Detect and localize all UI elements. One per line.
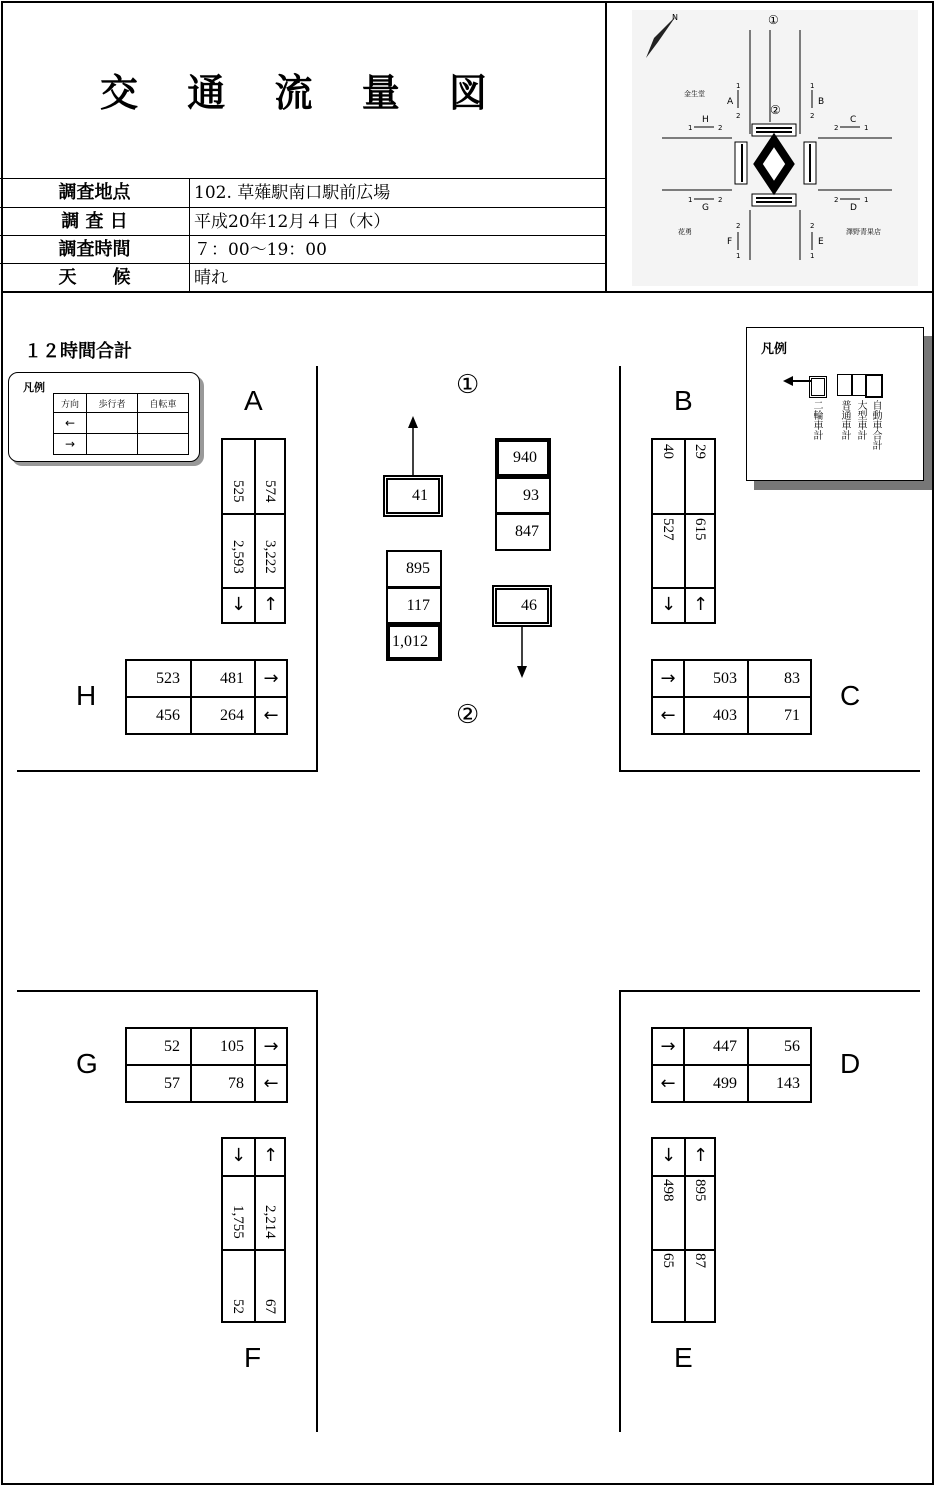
svg-text:N: N xyxy=(672,13,678,22)
point-c-label: C xyxy=(840,680,861,711)
road-edge xyxy=(619,366,621,772)
point-a-table: 525 574 2,593 3,222 ↓ ↑ xyxy=(221,438,286,624)
point-b-label: B xyxy=(674,385,693,416)
point-e-label: E xyxy=(674,1342,693,1373)
header-row-location xyxy=(0,178,605,207)
right-normal-count: 847 xyxy=(495,513,551,551)
header-row-time xyxy=(0,235,605,264)
svg-text:2: 2 xyxy=(810,112,815,120)
legend-col-label: 普通車計 xyxy=(839,400,850,440)
svg-text:C: C xyxy=(850,115,857,125)
header-value: ７：00〜19：00 xyxy=(194,240,327,260)
header-row-date xyxy=(0,207,605,236)
point-f-label: F xyxy=(244,1342,262,1373)
location-map xyxy=(632,10,918,286)
svg-text:2: 2 xyxy=(718,196,723,204)
svg-text:1: 1 xyxy=(688,124,693,132)
road-edge xyxy=(316,990,318,1432)
legend-left xyxy=(8,372,200,462)
header-divider xyxy=(605,1,607,293)
point-f-table: ↓ ↑ 1,755 2,214 52 67 xyxy=(221,1137,286,1323)
svg-text:1: 1 xyxy=(810,82,815,90)
point-a-label: A xyxy=(244,385,263,416)
point-d-table: → 447 56 ← 499 143 xyxy=(651,1027,812,1103)
header-value: 平成20年12月４日（木） xyxy=(194,212,391,232)
svg-text:A: A xyxy=(727,97,734,107)
header-row-weather xyxy=(0,263,605,292)
header-value: 晴れ xyxy=(194,268,228,288)
marker-1: ① xyxy=(456,370,480,400)
up-arrow-icon xyxy=(405,416,421,476)
down-normal-count: 895 xyxy=(386,550,442,588)
svg-text:H: H xyxy=(702,115,709,125)
svg-text:1: 1 xyxy=(864,124,869,132)
down-total-count: 1,012 xyxy=(386,623,442,661)
svg-text:1: 1 xyxy=(736,82,741,90)
legend-col-label: 二輪車計 xyxy=(811,400,822,440)
legend-left-table: 方向 歩行者 自転車 ← → xyxy=(53,393,189,455)
header-label: 天 候 xyxy=(0,264,190,292)
header-bottom-rule xyxy=(1,291,934,293)
road-edge xyxy=(619,990,621,1432)
svg-text:B: B xyxy=(818,97,825,107)
header-label: 調査時間 xyxy=(0,236,190,264)
point-g-table: 52 105 → 57 78 ← xyxy=(125,1027,288,1103)
point-g-label: G xyxy=(76,1048,98,1079)
legend-col-label: 大型車計 xyxy=(855,400,866,440)
svg-text:2: 2 xyxy=(834,124,839,132)
legend-right xyxy=(746,327,924,481)
page-title: 交 通 流 量 図 xyxy=(100,71,505,115)
section-title: １２時間合計 xyxy=(24,341,132,362)
right-total-count: 940 xyxy=(495,438,551,478)
svg-text:金生堂: 金生堂 xyxy=(684,90,705,98)
down-arrow-icon xyxy=(514,626,530,678)
road-edge xyxy=(17,990,318,992)
point-b-table: 40 29 527 615 ↓ ↑ xyxy=(651,438,716,624)
svg-text:1: 1 xyxy=(810,252,815,260)
road-edge xyxy=(619,990,920,992)
svg-text:2: 2 xyxy=(718,124,723,132)
svg-text:1: 1 xyxy=(688,196,693,204)
right-large-count: 93 xyxy=(495,477,551,514)
svg-text:E: E xyxy=(818,237,824,247)
legend-right-title: 凡例 xyxy=(761,342,788,357)
header-label: 調 査 日 xyxy=(0,208,190,236)
legend-col-label: 自動車合計 xyxy=(870,400,881,450)
up-motorcycle-count: 41 xyxy=(383,475,443,517)
point-h-label: H xyxy=(76,680,97,711)
svg-text:澤野青果店: 澤野青果店 xyxy=(846,228,881,236)
svg-text:1: 1 xyxy=(736,252,741,260)
header-label: 調査地点 xyxy=(0,179,190,207)
svg-text:G: G xyxy=(702,203,709,213)
svg-text:D: D xyxy=(850,203,857,213)
svg-text:2: 2 xyxy=(736,112,741,120)
svg-text:2: 2 xyxy=(834,196,839,204)
point-d-label: D xyxy=(840,1048,861,1079)
svg-text:F: F xyxy=(727,237,733,247)
down-motorcycle-count: 46 xyxy=(492,585,552,627)
svg-text:花勇: 花勇 xyxy=(678,228,692,236)
point-e-table: ↓ ↑ 498 895 65 87 xyxy=(651,1137,716,1323)
map-marker-1: ① xyxy=(768,13,779,27)
point-c-table: → 503 83 ← 403 71 xyxy=(651,659,812,735)
legend-left-title: 凡例 xyxy=(23,381,45,394)
road-edge xyxy=(316,366,318,772)
legend-motorcycle-box xyxy=(809,376,827,398)
header-value: 102. 草薙駅南口駅前広場 xyxy=(194,183,391,203)
svg-text:2: 2 xyxy=(736,222,741,230)
down-large-count: 117 xyxy=(386,587,442,624)
svg-text:1: 1 xyxy=(864,196,869,204)
point-h-table: 523 481 → 456 264 ← xyxy=(125,659,288,735)
map-marker-2: ② xyxy=(770,103,781,117)
road-edge xyxy=(17,770,318,772)
road-edge xyxy=(619,770,920,772)
svg-text:2: 2 xyxy=(810,222,815,230)
legend-box xyxy=(865,374,883,398)
marker-2: ② xyxy=(456,700,480,730)
